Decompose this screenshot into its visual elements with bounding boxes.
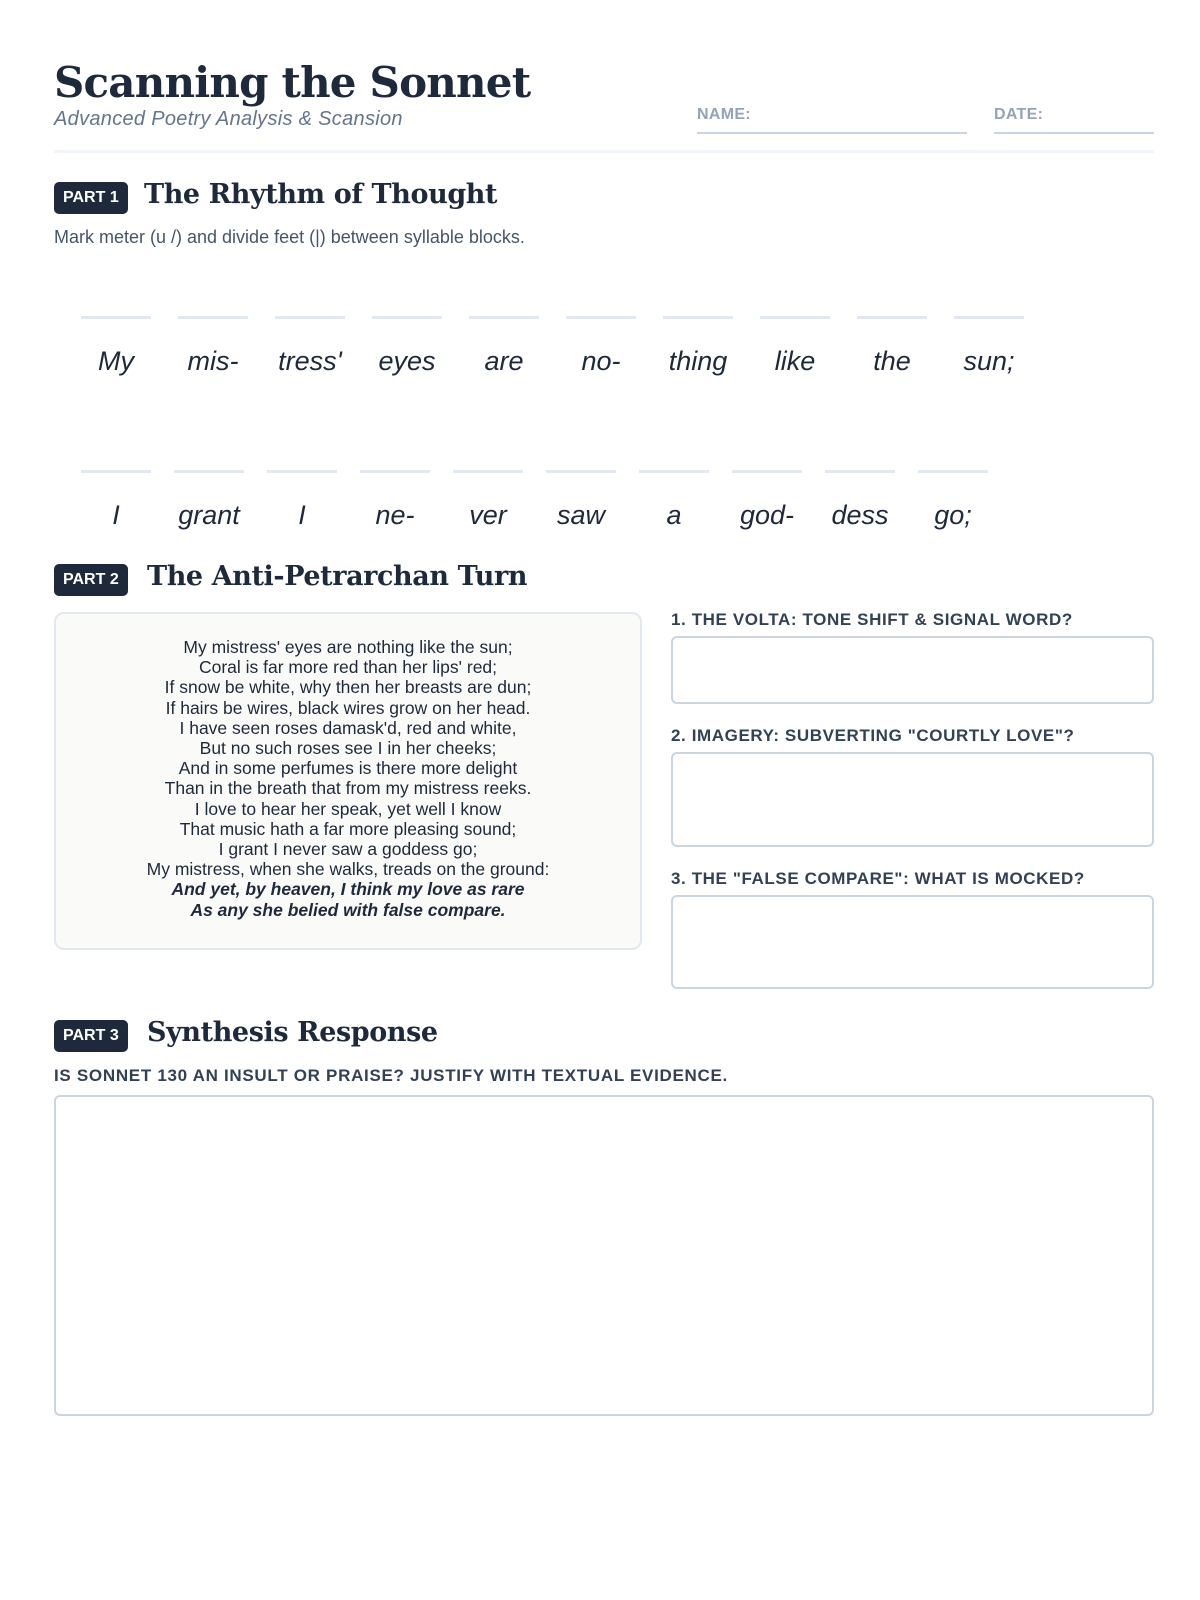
sonnet-couplet-line: And yet, by heaven, I think my love as rare bbox=[171, 879, 525, 900]
syllable-text: a bbox=[666, 500, 682, 530]
syllable-text: the bbox=[873, 346, 911, 376]
sonnet-lines bbox=[56, 637, 640, 920]
part1-badge: PART 1 bbox=[54, 182, 128, 214]
question-2-answer-box[interactable] bbox=[671, 752, 1154, 847]
name-label: NAME: bbox=[697, 106, 751, 123]
syllable-text: thing bbox=[668, 346, 728, 376]
stress-mark-line[interactable] bbox=[732, 470, 802, 473]
syllable-block[interactable] bbox=[469, 316, 539, 406]
stress-mark-line[interactable] bbox=[275, 316, 345, 319]
sonnet-line: I love to hear her speak, yet well I know bbox=[194, 798, 502, 819]
syllable-block[interactable] bbox=[453, 470, 523, 560]
question-2-label: 2. IMAGERY: SUBVERTING "COURTLY LOVE"? bbox=[671, 726, 1075, 745]
syllable-block[interactable] bbox=[360, 470, 430, 560]
stress-mark-line[interactable] bbox=[360, 470, 430, 473]
sonnet-line: I grant I never saw a goddess go; bbox=[218, 839, 478, 860]
stress-mark-line[interactable] bbox=[954, 316, 1024, 319]
page-subtitle: Advanced Poetry Analysis & Scansion bbox=[54, 108, 403, 130]
syllable-text: go; bbox=[934, 500, 972, 530]
syllable-text: I bbox=[112, 500, 120, 530]
synthesis-prompt: IS SONNET 130 AN INSULT OR PRAISE? JUSTIFY WITH TEXTUAL EVIDENCE. bbox=[54, 1066, 728, 1085]
syllable-block[interactable] bbox=[663, 316, 733, 406]
stress-mark-line[interactable] bbox=[81, 316, 151, 319]
sonnet-line: I have seen roses damask'd, red and white, bbox=[179, 717, 517, 738]
name-field[interactable] bbox=[697, 106, 967, 134]
syllable-block[interactable] bbox=[546, 470, 616, 560]
syllable-text: ne- bbox=[375, 500, 415, 530]
syllable-text: eyes bbox=[378, 346, 436, 376]
syllable-block[interactable] bbox=[566, 316, 636, 406]
question-1-label: 1. THE VOLTA: TONE SHIFT & SIGNAL WORD? bbox=[671, 610, 1073, 629]
part2-badge: PART 2 bbox=[54, 564, 128, 596]
stress-mark-line[interactable] bbox=[372, 316, 442, 319]
worksheet-header bbox=[54, 52, 1154, 153]
syllable-text: dess bbox=[831, 500, 889, 530]
syllable-block[interactable] bbox=[174, 470, 244, 560]
sonnet-line: My mistress' eyes are nothing like the sun; bbox=[183, 637, 513, 657]
stress-mark-line[interactable] bbox=[857, 316, 927, 319]
question-1-answer-box[interactable] bbox=[671, 636, 1154, 704]
syllable-block[interactable] bbox=[275, 316, 345, 406]
stress-mark-line[interactable] bbox=[81, 470, 151, 473]
syllable-text: like bbox=[774, 346, 816, 376]
date-label: DATE: bbox=[994, 106, 1044, 123]
syllable-text: I bbox=[298, 500, 306, 530]
syllable-block[interactable] bbox=[954, 316, 1024, 406]
synthesis-answer-box[interactable] bbox=[54, 1095, 1154, 1416]
syllable-block[interactable] bbox=[178, 316, 248, 406]
syllable-block[interactable] bbox=[267, 470, 337, 560]
syllable-text: sun; bbox=[963, 346, 1015, 376]
syllable-block[interactable] bbox=[760, 316, 830, 406]
page-title: Scanning the Sonnet bbox=[54, 58, 531, 107]
syllable-block[interactable] bbox=[81, 470, 151, 560]
sonnet-line: But no such roses see I in her cheeks; bbox=[199, 738, 497, 759]
stress-mark-line[interactable] bbox=[663, 316, 733, 319]
stress-mark-line[interactable] bbox=[469, 316, 539, 319]
sonnet-line: If hairs be wires, black wires grow on her head. bbox=[165, 697, 531, 718]
sonnet-line: And in some perfumes is there more delight bbox=[178, 758, 518, 779]
syllable-text: no- bbox=[581, 346, 621, 376]
syllable-text: god- bbox=[739, 500, 795, 530]
syllable-block[interactable] bbox=[918, 470, 988, 560]
syllable-block[interactable] bbox=[732, 470, 802, 560]
stress-mark-line[interactable] bbox=[174, 470, 244, 473]
stress-mark-line[interactable] bbox=[825, 470, 895, 473]
sonnet-line: Than in the breath that from my mistress reeks. bbox=[164, 778, 532, 799]
question-3-answer-box[interactable] bbox=[671, 895, 1154, 989]
part1-instructions: Mark meter (u /) and divide feet (|) between syllable blocks. bbox=[54, 227, 525, 247]
stress-mark-line[interactable] bbox=[760, 316, 830, 319]
stress-mark-line[interactable] bbox=[267, 470, 337, 473]
syllable-block[interactable] bbox=[825, 470, 895, 560]
sonnet-line: That music hath a far more pleasing sound; bbox=[179, 818, 517, 839]
date-field[interactable] bbox=[994, 106, 1154, 134]
sonnet-text-box bbox=[54, 612, 642, 950]
stress-mark-line[interactable] bbox=[453, 470, 523, 473]
syllable-block[interactable] bbox=[639, 470, 709, 560]
sonnet-line: My mistress, when she walks, treads on the ground: bbox=[146, 859, 550, 880]
syllable-text: mis- bbox=[187, 346, 239, 376]
syllable-block[interactable] bbox=[372, 316, 442, 406]
syllable-block[interactable] bbox=[81, 316, 151, 406]
syllable-text: grant bbox=[178, 500, 240, 530]
stress-mark-line[interactable] bbox=[546, 470, 616, 473]
part3-badge: PART 3 bbox=[54, 1020, 128, 1052]
syllable-block[interactable] bbox=[857, 316, 927, 406]
stress-mark-line[interactable] bbox=[918, 470, 988, 473]
part3-title: Synthesis Response bbox=[147, 1017, 438, 1048]
stress-mark-line[interactable] bbox=[178, 316, 248, 319]
sonnet-couplet-line: As any she belied with false compare. bbox=[190, 899, 506, 920]
stress-mark-line[interactable] bbox=[566, 316, 636, 319]
syllable-text: tress' bbox=[278, 346, 342, 376]
sonnet-line: Coral is far more red than her lips' red; bbox=[198, 657, 498, 678]
syllable-text: ver bbox=[469, 500, 507, 530]
syllable-text: saw bbox=[556, 500, 605, 530]
stress-mark-line[interactable] bbox=[639, 470, 709, 473]
question-3-label: 3. THE "FALSE COMPARE": WHAT IS MOCKED? bbox=[671, 869, 1085, 888]
sonnet-line: If snow be white, why then her breasts are dun; bbox=[164, 677, 532, 698]
part1-title: The Rhythm of Thought bbox=[144, 179, 498, 210]
syllable-text: My bbox=[98, 346, 134, 376]
part2-title: The Anti-Petrarchan Turn bbox=[147, 561, 528, 592]
syllable-text: are bbox=[484, 346, 524, 376]
